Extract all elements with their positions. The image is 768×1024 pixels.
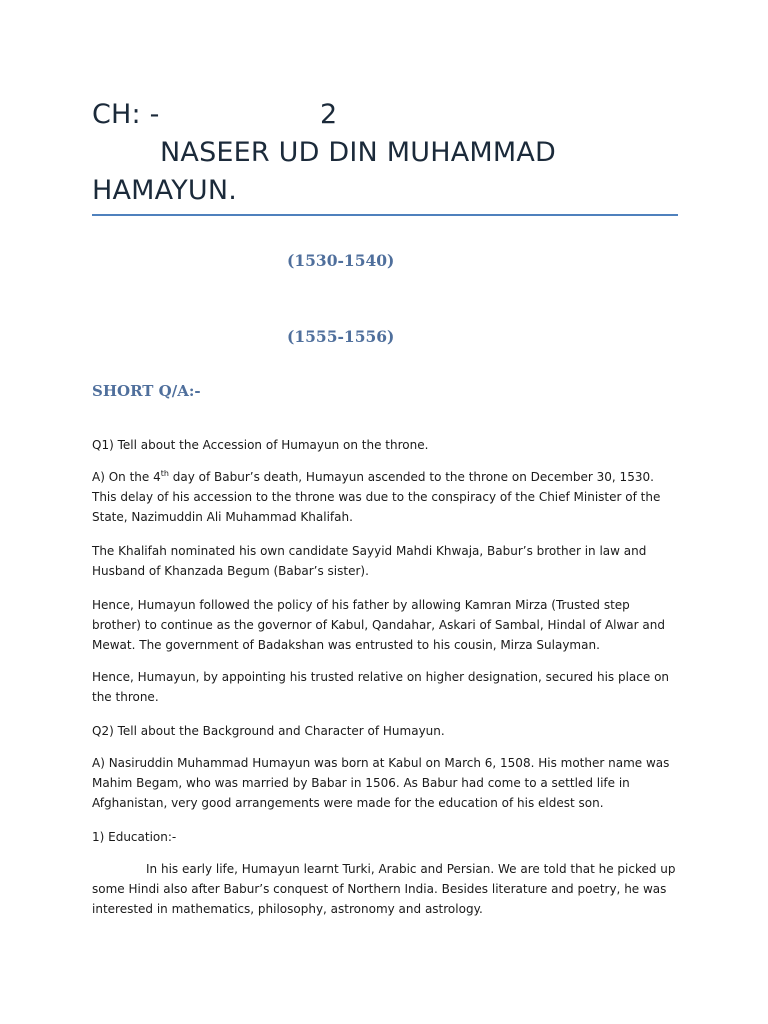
question-1: Q1) Tell about the Accession of Humayun on the throne. — [92, 438, 429, 452]
answer-1-prefix: A) On the 4 — [92, 470, 161, 484]
chapter-number-line — [92, 96, 692, 134]
paragraph-secured: Hence, Humayun, by appointing his trusted relative on higher designation, secured his place on the throne. — [92, 670, 670, 704]
answer-1-text: day of Babur’s death, Humayun ascended to the throne on December 30, 1530. This delay of his accession to the throne was due to the conspiracy of the Chief Minister of the State, Nazimuddin Ali Muhammad Khalifah. — [92, 470, 661, 524]
education-text: In his early life, Humayun learnt Turki, Arabic and Persian. We are told that he picked up some Hindi also after Babur’s conquest of Northern India. Besides literature and poetry, he was interested in mathematics, philosophy, astronomy and astrology. — [92, 862, 676, 916]
question-2: Q2) Tell about the Background and Character of Humayun. — [92, 724, 445, 738]
answer-2: A) Nasiruddin Muhammad Humayun was born at Kabul on March 6, 1508. His mother name was Mahim Begam, who was married by Babar in 1506. As Babur had come to a settled life in Afghanistan, very good arrangements were made for the education of his eldest son. — [92, 756, 670, 810]
chapter-prefix: CH: - — [92, 99, 160, 130]
answer-1 — [92, 467, 682, 527]
chapter-heading — [92, 96, 692, 210]
education-heading: 1) Education:- — [92, 830, 177, 844]
title-divider — [92, 214, 678, 216]
reign-years-second: (1555-1556) — [287, 327, 395, 346]
paragraph-khalifah: The Khalifah nominated his own candidate Sayyid Mahdi Khwaja, Babur’s brother in law and Husband of Khanzada Begum (Babar’s sister). — [92, 544, 647, 578]
paragraph-policy: Hence, Humayun followed the policy of his father by allowing Kamran Mirza (Trusted step brother) to continue as the governor of Kabul, Qandahar, Askari of Sambal, Hindal of Alwar and Mewat. The government of Badakshan was entrusted to his cousin, Mirza Sulayman. — [92, 598, 665, 652]
chapter-number: 2 — [320, 99, 338, 130]
section-title: SHORT Q/A:- — [92, 382, 201, 400]
chapter-title-line-1: NASEER UD DIN MUHAMMAD — [160, 137, 557, 168]
reign-years-first: (1530-1540) — [287, 251, 395, 270]
chapter-title-line-2: HAMAYUN. — [92, 175, 238, 206]
answer-1-superscript: th — [160, 469, 169, 478]
